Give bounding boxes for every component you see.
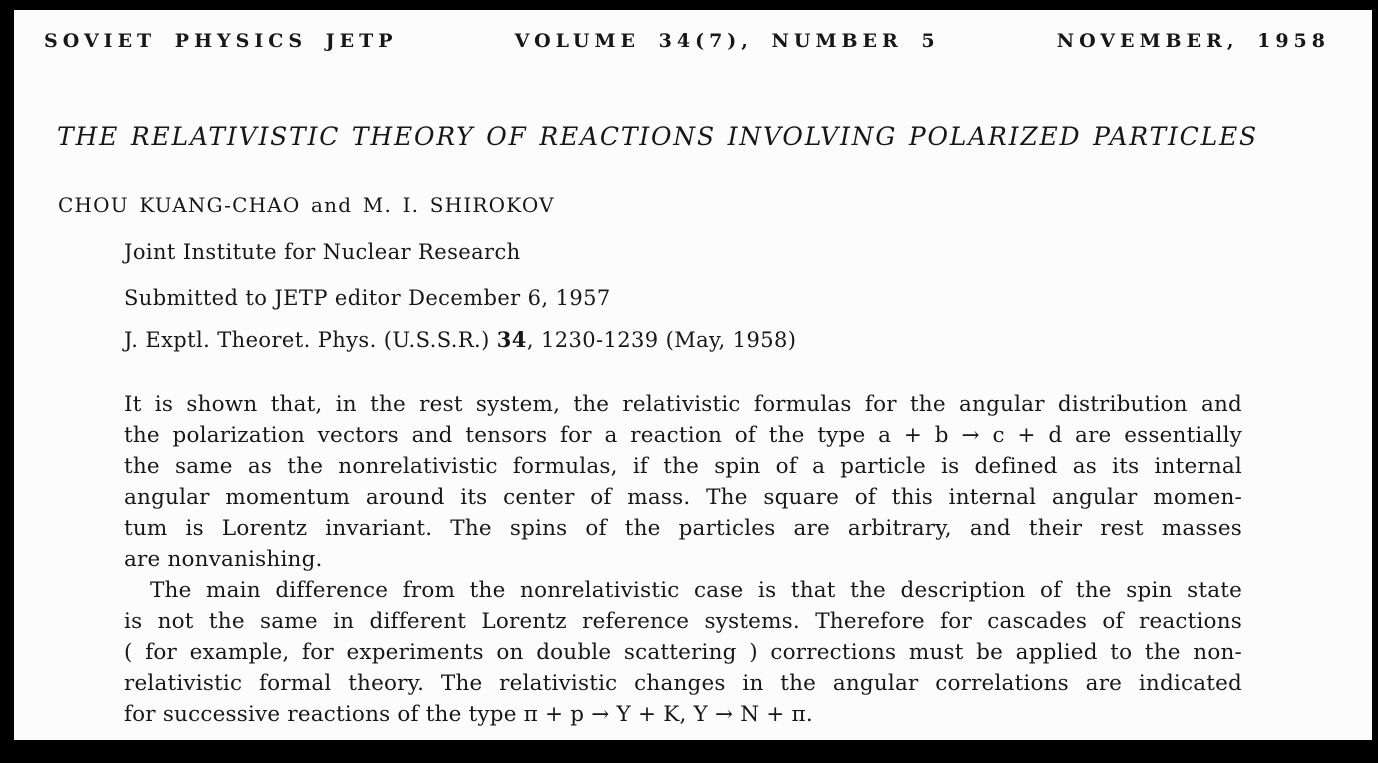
- paper-sheet: [14, 10, 1372, 740]
- abstract-line: the polarization vectors and tensors for a reaction of the type a + b → c + d are essentially: [124, 423, 1242, 448]
- abstract-line: It is shown that, in the rest system, the relativistic formulas for the angular distribution and: [124, 392, 1242, 417]
- abstract-line: The main difference from the nonrelativistic case is that the description of the spin state: [150, 578, 1242, 603]
- abstract-line: tum is Lorentz invariant. The spins of the particles are arbitrary, and their rest masses: [124, 516, 1242, 541]
- authors-line: CHOU KUANG-CHAO and M. I. SHIROKOV: [58, 193, 555, 217]
- abstract-line: ( for example, for experiments on double scattering ) corrections must be applied to the non-: [124, 640, 1242, 665]
- reference-suffix: , 1230-1239 (May, 1958): [526, 328, 797, 352]
- abstract-line: the same as the nonrelativistic formulas, if the spin of a particle is defined as its internal: [124, 454, 1242, 479]
- abstract-line: angular momentum around its center of mass. The square of this internal angular momen-: [124, 485, 1242, 510]
- article-title: THE RELATIVISTIC THEORY OF REACTIONS INVOLVING POLARIZED PARTICLES: [57, 122, 1258, 151]
- affiliation-line: Joint Institute for Nuclear Research: [124, 240, 521, 264]
- abstract-line: for successive reactions of the type π + p → Y + K, Y → N + π.: [124, 702, 813, 727]
- reference-volume: 34: [496, 327, 527, 352]
- abstract-line: relativistic formal theory. The relativistic changes in the angular correlations are indicated: [124, 671, 1242, 696]
- abstract-line: is not the same in different Lorentz reference systems. Therefore for cascades of reactions: [124, 609, 1242, 634]
- reference-prefix: J. Exptl. Theoret. Phys. (U.S.S.R.): [124, 328, 497, 352]
- abstract-block: [124, 389, 1242, 730]
- submitted-line: Submitted to JETP editor December 6, 1957: [124, 286, 611, 310]
- journal-name: SOVIET PHYSICS JETP: [44, 30, 398, 52]
- issue-date: NOVEMBER, 1958: [1056, 30, 1330, 52]
- reference-line: [124, 327, 796, 352]
- abstract-line: are nonvanishing.: [124, 547, 323, 572]
- volume-issue: VOLUME 34(7), NUMBER 5: [514, 30, 940, 52]
- journal-masthead: [44, 30, 1330, 52]
